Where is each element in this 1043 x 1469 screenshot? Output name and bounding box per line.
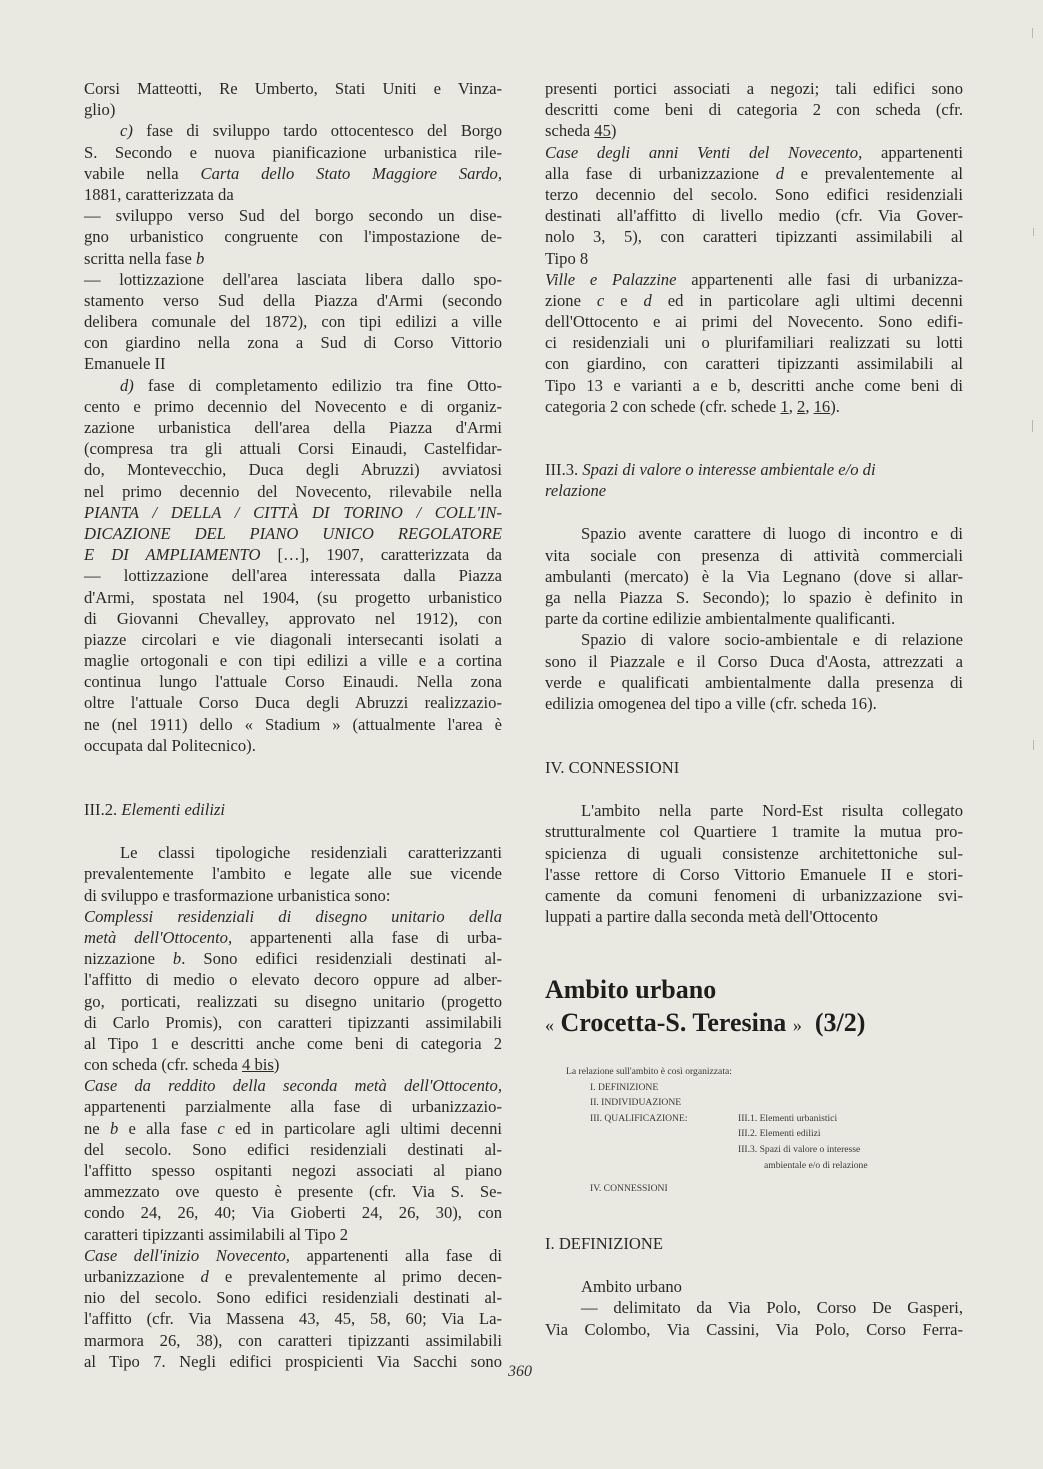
spacer bbox=[84, 756, 502, 799]
text-line: scheda 45) bbox=[545, 121, 617, 141]
scheda-link[interactable]: 45 bbox=[594, 121, 611, 141]
section-I bbox=[545, 1233, 963, 1340]
text-line: Corsi Matteotti, Re Umberto, Stati Uniti e Vinza- bbox=[84, 79, 502, 98]
spacer bbox=[545, 714, 963, 757]
text-line: nizzazione b. Sono edifici residenziali destinati al- bbox=[84, 949, 502, 969]
text-line: (compresa tra gli attuali Corsi Einaudi, Castelfidar- bbox=[84, 439, 502, 459]
type-title: Ville e Palazzine bbox=[545, 269, 677, 289]
chapter-title-line-1: Ambito urbano bbox=[545, 975, 717, 1004]
toc-item[interactable]: I. DEFINIZIONE bbox=[590, 1081, 659, 1093]
text-line: Spazio avente carattere di luogo di incontro e di bbox=[581, 524, 963, 544]
type-title: Case da reddito della seconda metà dell'Ottocento, bbox=[84, 1076, 502, 1096]
text-line: strutturalmente col Quartiere 1 tramite la mutua pro- bbox=[545, 822, 963, 842]
section-heading-III3-cont: relazione bbox=[545, 481, 607, 501]
type-title: Complessi residenziali di disegno unitario della bbox=[84, 906, 502, 926]
text-line: Case degli anni Venti del Novecento, appartenenti bbox=[545, 142, 963, 162]
left-column bbox=[84, 78, 502, 1372]
text-line: Tipo 13 e varianti a e b, descritti anche come beni di bbox=[545, 375, 963, 395]
map-title-line: PIANTA / DELLA / CITTÀ DI TORINO / COLL'IN- bbox=[84, 502, 502, 522]
text-line: con giardino nella zona a Sud di Corso Vittorio bbox=[84, 333, 502, 353]
text-line: — delimitato da Via Polo, Corso De Gasperi, bbox=[581, 1298, 963, 1318]
scan-mark bbox=[1032, 420, 1033, 432]
text-line: S. Secondo e nuova pianificazione urbanistica rile- bbox=[84, 142, 502, 162]
text-line: camente da comuni fenomeni di urbanizzazione svi- bbox=[545, 886, 963, 905]
text-line: Tipo 8 bbox=[545, 248, 589, 268]
text-line: nolo 3, 5), con caratteri tipizzanti assimilabili al bbox=[545, 227, 963, 247]
chapter-toc bbox=[566, 1064, 926, 1197]
toc-item[interactable]: III. QUALIFICAZIONE: III.1. Elementi urbanistici bbox=[590, 1112, 838, 1124]
text-line: oltre l'attuale Corso Duca degli Abruzzi realizzazio- bbox=[84, 693, 502, 713]
chapter-title-line-2: « Crocetta-S. Teresina » (3/2) bbox=[545, 1008, 866, 1037]
text-line: continua lungo l'attuale Corso Einaudi. Nella zona bbox=[84, 672, 502, 692]
spacer bbox=[545, 501, 963, 523]
scan-mark bbox=[1033, 228, 1034, 236]
map-title: Carta dello Stato Maggiore Sardo, bbox=[200, 163, 503, 183]
spacer bbox=[545, 417, 963, 459]
toc-item: ambientale e/o di relazione bbox=[764, 1159, 868, 1171]
text-line: ne (nel 1911) dello « Stadium » (attualmente l'area è bbox=[84, 714, 502, 734]
phase-d-line: d) fase di completamento edilizio tra fine Otto- bbox=[120, 375, 502, 395]
text-line: go, porticati, realizzati su disegno unitario (progetto bbox=[84, 991, 502, 1011]
text-line: scritta nella fase b bbox=[84, 248, 205, 268]
text-line: l'affitto (cfr. Via Massena 43, 45, 58, 60; Via La- bbox=[84, 1309, 502, 1329]
text-line: parte da cortine edilizie ambientalmente qualificanti. bbox=[545, 609, 896, 629]
scheda-link[interactable]: 16 bbox=[813, 396, 831, 416]
toc-item[interactable]: II. INDIVIDUAZIONE bbox=[590, 1097, 682, 1109]
scheda-link[interactable]: 1 bbox=[780, 396, 789, 416]
text-line: Spazio di valore socio-ambientale e di relazione bbox=[581, 630, 963, 650]
text-line: zione c e d ed in particolare agli ultimi decenni bbox=[545, 290, 963, 310]
text-line: L'ambito nella parte Nord-Est risulta collegato bbox=[581, 801, 963, 821]
toc-item[interactable]: III.3. Spazi di valore o interesse bbox=[738, 1143, 861, 1155]
text-line: — lottizzazione dell'area lasciata libera dallo spo- bbox=[84, 269, 502, 289]
text-line: vita sociale con presenza di attività commerciali bbox=[545, 545, 963, 565]
text-line: alla fase di urbanizzazione d e prevalentemente al bbox=[545, 163, 963, 183]
spacer bbox=[545, 778, 963, 800]
text-line: ambulanti (mercato) è la Via Legnano (dove si allar- bbox=[545, 566, 963, 586]
text-line: Ambito urbano bbox=[581, 1277, 682, 1297]
text-line: l'asse rettore di Corso Vittorio Emanuele II e stori- bbox=[545, 864, 963, 884]
section-heading-I: I. DEFINIZIONE bbox=[545, 1234, 663, 1253]
text-line: condo 24, 26, 40; Via Gioberti 24, 26, 30), con bbox=[84, 1203, 502, 1223]
text-line: luppati a partire dalla seconda metà dell'Ottocento bbox=[545, 907, 878, 927]
chapter-title bbox=[545, 973, 865, 1042]
text-line: di Giovanni Chevalley, approvato nel 1912), con bbox=[84, 608, 502, 628]
text-line: piazze circolari e vie diagonali intersecanti isolati a bbox=[84, 629, 502, 649]
scheda-link[interactable]: 2 bbox=[797, 396, 806, 416]
text-line: delibera comunale del 1872), con tipi edilizi a ville bbox=[84, 312, 502, 332]
text-line: ci residenziali uni o plurifamiliari realizzati su lotti bbox=[545, 333, 963, 353]
text-line: maglie ortogonali e con tipi edilizi a ville e a cortina bbox=[84, 651, 502, 671]
section-heading-III3: III.3. Spazi di valore o interesse ambientale e/o di bbox=[545, 460, 876, 479]
text-line: nio del secolo. Sono edifici residenziali destinati al- bbox=[84, 1288, 502, 1308]
text-line: di Carlo Promis), con caratteri tipizzanti assimilabili bbox=[84, 1012, 502, 1032]
text-line: destinati all'affitto di livello medio (cfr. Via Gover- bbox=[545, 206, 963, 226]
section-heading-III2: III.2. Elementi edilizi bbox=[84, 800, 226, 819]
text-line: sono il Piazzale e il Corso Duca d'Aosta, attrezzati a bbox=[545, 651, 963, 671]
text-line: ga nella Piazza S. Secondo); lo spazio è definito in bbox=[545, 587, 963, 607]
toc-intro: La relazione sull'ambito è così organizzata: bbox=[566, 1066, 732, 1077]
text-line: categoria 2 con schede (cfr. schede 1, 2, 16). bbox=[545, 396, 840, 416]
section-heading-IV: IV. CONNESSIONI bbox=[545, 758, 680, 778]
page-number: 360 bbox=[508, 1363, 532, 1380]
text-line: con giardino, con caratteri tipizzanti assimilabili al bbox=[545, 354, 963, 374]
text-line: l'affitto spesso ospitanti negozi associati al piano bbox=[84, 1161, 502, 1180]
text-line: — lottizzazione dell'area interessata dalla Piazza bbox=[84, 566, 502, 586]
text-line: 1881, caratterizzata da bbox=[84, 184, 234, 204]
text-line: vabile nella Carta dello Stato Maggiore Sardo, bbox=[84, 163, 503, 183]
text-line: gno urbanistico congruente con l'impostazione de- bbox=[84, 227, 502, 247]
scheda-link[interactable]: 4 bis bbox=[242, 1055, 274, 1075]
scan-mark bbox=[1032, 28, 1033, 38]
text-line: do, Montevecchio, Duca degli Abruzzi) avviatosi bbox=[84, 460, 502, 480]
text-line: Le classi tipologiche residenziali caratterizzanti bbox=[120, 843, 502, 863]
text-line: al Tipo 7. Negli edifici prospicienti Via Sacchi sono bbox=[84, 1351, 502, 1371]
text-line: occupata dal Politecnico). bbox=[84, 735, 256, 755]
text-line: — sviluppo verso Sud del borgo secondo un dise- bbox=[84, 206, 502, 226]
text-line: stamento verso Sud della Piazza d'Armi (secondo bbox=[84, 290, 502, 310]
text-line: nel primo decennio del Novecento, rilevabile nella bbox=[84, 481, 502, 501]
text-line: edilizia omogenea del tipo a ville (cfr. scheda 16). bbox=[545, 693, 877, 713]
text-line: prevalentemente l'ambito e legate alle sue vicende bbox=[84, 864, 502, 884]
text-line: spicienza di uguali consistenze architettoniche sul- bbox=[545, 843, 963, 863]
text-line: ne b e alla fase c ed in particolare agli ultimi decenni bbox=[84, 1118, 502, 1138]
text-line: ammezzato ove questo è presente (cfr. Via S. Se- bbox=[84, 1182, 502, 1202]
text-line: dell'Ottocento e ai primi del Novecento. Sono edifi- bbox=[545, 312, 963, 332]
type-title: Case degli anni Venti del Novecento, bbox=[545, 142, 863, 162]
text-line: con scheda (cfr. scheda 4 bis) bbox=[84, 1055, 280, 1075]
phase-label: c) bbox=[120, 121, 133, 141]
text-line: marmora 26, 38), con caratteri tipizzanti assimilabili bbox=[84, 1330, 502, 1350]
text-line: glio) bbox=[84, 100, 116, 120]
text-line: appartenenti parzialmente alla fase di urbanizzazio- bbox=[84, 1097, 502, 1117]
text-line: al Tipo 1 e descritti anche come beni di categoria 2 bbox=[84, 1033, 502, 1053]
text-line: cento e primo decennio del Novecento e di organiz- bbox=[84, 396, 502, 416]
type-title: Case dell'inizio Novecento, bbox=[84, 1245, 290, 1265]
right-column bbox=[545, 78, 963, 927]
text-line: di sviluppo e trasformazione urbanistica sono: bbox=[84, 885, 391, 905]
text-line: zazione urbanistica dell'area della Piazza d'Armi bbox=[84, 418, 502, 437]
text-line: d'Armi, spostata nel 1904, (su progetto urbanistico bbox=[84, 587, 502, 607]
text-line: metà dell'Ottocento, appartenenti alla fase di urba- bbox=[84, 927, 502, 947]
text-line: del secolo. Sono edifici residenziali destinati al- bbox=[84, 1139, 502, 1159]
text-line: Emanuele II bbox=[84, 354, 166, 374]
spacer bbox=[545, 1254, 963, 1276]
text-line: E DI AMPLIAMENTO […], 1907, caratterizzata da bbox=[84, 545, 502, 565]
text-line: Ville e Palazzine appartenenti alle fasi di urbanizza- bbox=[545, 269, 963, 289]
text-line: descritti come beni di categoria 2 con scheda (cfr. bbox=[545, 100, 963, 120]
phase-c-line: c) fase di sviluppo tardo ottocentesco del Borgo bbox=[120, 121, 502, 141]
text-line: caratteri tipizzanti assimilabili al Tipo 2 bbox=[84, 1224, 349, 1244]
scan-mark bbox=[1033, 740, 1034, 750]
map-title-line: DICAZIONE DEL PIANO UNICO REGOLATORE bbox=[84, 523, 502, 543]
phase-label: d) bbox=[120, 375, 134, 395]
text-line: Via Colombo, Via Cassini, Via Polo, Corso Ferra- bbox=[545, 1319, 963, 1339]
text-line: urbanizzazione d e prevalentemente al primo decen- bbox=[84, 1266, 502, 1286]
toc-item[interactable]: IV. CONNESSIONI bbox=[590, 1183, 668, 1195]
toc-item[interactable]: III.2. Elementi edilizi bbox=[738, 1128, 821, 1140]
text-line: presenti portici associati a negozi; tali edifici sono bbox=[545, 79, 963, 98]
text-line: terzo decennio del secolo. Sono edifici residenziali bbox=[545, 184, 963, 204]
text-line: l'affitto di medio o elevato decoro oppure ad alber- bbox=[84, 970, 502, 990]
text-line: verde e qualificati ambientalmente dalla presenza di bbox=[545, 672, 963, 692]
text-line: Case dell'inizio Novecento, appartenenti alla fase di bbox=[84, 1245, 503, 1265]
spacer bbox=[84, 820, 502, 842]
